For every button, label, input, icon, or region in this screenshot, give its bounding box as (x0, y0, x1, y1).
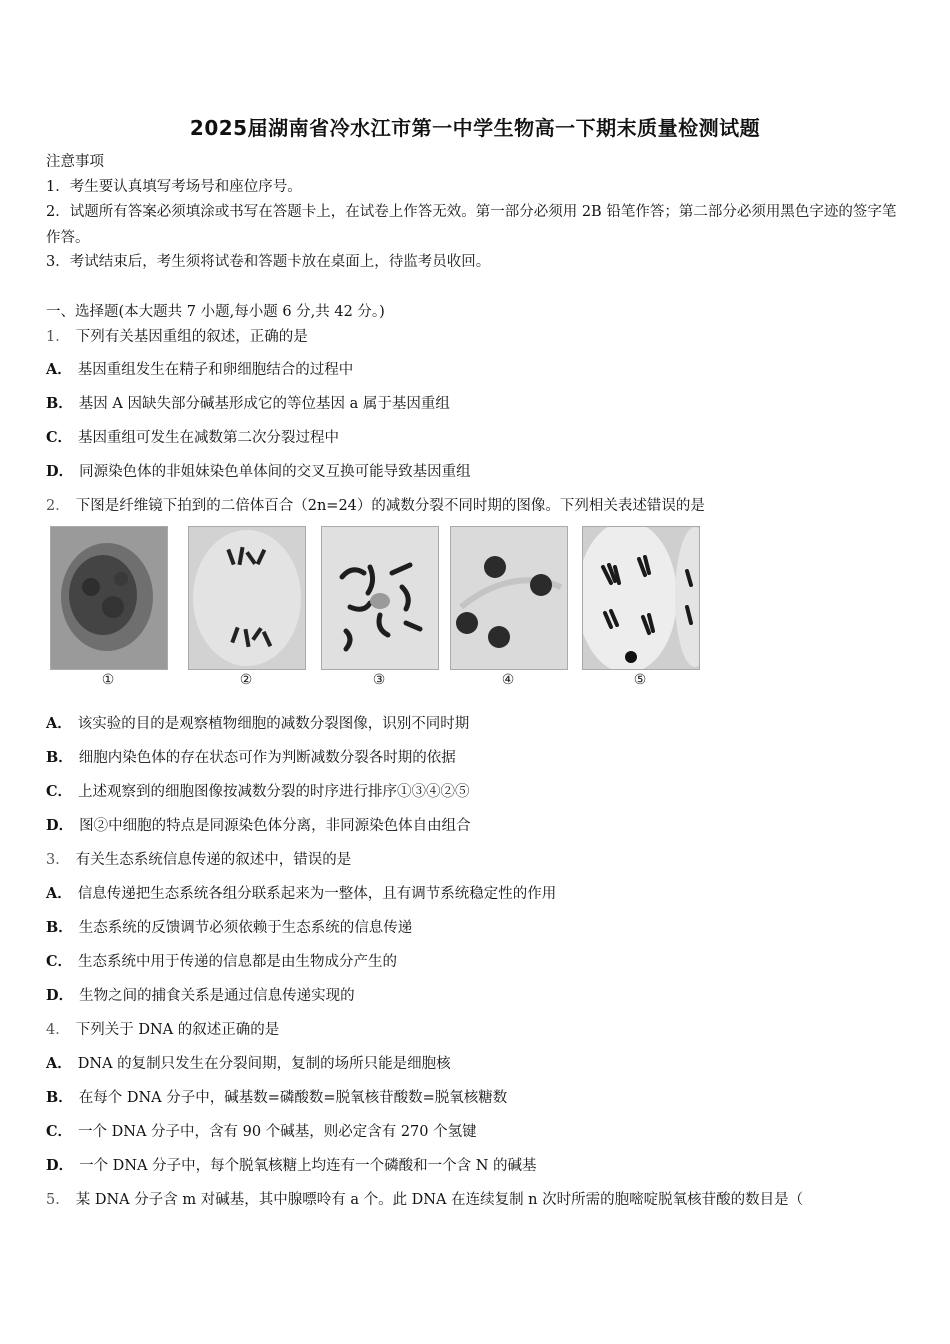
notice-heading: 注意事项 (46, 154, 104, 170)
micrograph-3 (321, 526, 439, 670)
q4-option-b: B． 在每个 DNA 分子中，碱基数=磷酸数=脱氧核苷酸数=脱氧核糖数 (46, 1089, 508, 1106)
micrograph-1 (50, 526, 168, 670)
question-text: 下图是纤维镜下拍到的二倍体百合（2n=24）的减数分裂不同时期的图像。下列相关表述错误的是 (75, 498, 705, 514)
question-5-stem (46, 1187, 908, 1213)
q2-option-b: B． 细胞内染色体的存在状态可作为判断减数分裂各时期的依据 (46, 749, 456, 766)
q3-option-b: B． 生态系统的反馈调节必须依赖于生态系统的信息传递 (46, 919, 413, 936)
question-4-stem (46, 1017, 908, 1043)
q3-option-a: A． 信息传递把生态系统各组分联系起来为一整体，且有调节系统稳定性的作用 (46, 885, 557, 902)
q1-option-c: C． 基因重组可发生在减数第二次分裂过程中 (46, 429, 340, 446)
figure-label-4: ④ (501, 672, 515, 688)
figure-label-1: ① (101, 672, 115, 688)
micrograph-2 (188, 526, 306, 670)
notice-item-3: 3．考试结束后，考生须将试卷和答题卡放在桌面上，待监考员收回。 (46, 254, 491, 270)
q2-option-d: D． 图②中细胞的特点是同源染色体分离，非同源染色体自由组合 (46, 817, 471, 834)
q2-option-a: A． 该实验的目的是观察植物细胞的减数分裂图像，识别不同时期 (46, 715, 470, 732)
question-number: 3． (46, 852, 70, 868)
notice-item-1: 1．考生要认真填写考场号和座位序号。 (46, 179, 302, 195)
figure-label-2: ② (239, 672, 253, 688)
question-number: 2． (46, 498, 70, 514)
question-3-stem (46, 847, 908, 873)
q3-option-d: D． 生物之间的捕食关系是通过信息传递实现的 (46, 987, 355, 1004)
q1-option-d: D． 同源染色体的非姐妹染色单体间的交叉互换可能导致基因重组 (46, 463, 471, 480)
page-title: 2025届湖南省冷水江市第一中学生物高一下期末质量检测试题 (189, 116, 761, 140)
notice-item-2: 2．试题所有答案必须填涂或书写在答题卡上，在试卷上作答无效。第一部分必须用 2B 铅笔作答；第二部分必须用黑色字迹的签字笔作答。 (46, 204, 897, 246)
question-number: 4． (46, 1022, 70, 1038)
q4-option-a: A． DNA 的复制只发生在分裂间期，复制的场所只能是细胞核 (46, 1055, 451, 1072)
figure-label-3: ③ (372, 672, 386, 688)
meiosis-figure-strip (50, 526, 700, 694)
micrograph-5 (582, 526, 700, 670)
question-text: 下列关于 DNA 的叙述正确的是 (75, 1022, 280, 1038)
question-number: 1． (46, 329, 70, 345)
section-heading: 一、选择题(本大题共 7 小题,每小题 6 分,共 42 分。) (46, 304, 385, 320)
question-text: 有关生态系统信息传递的叙述中，错误的是 (75, 852, 352, 868)
question-text: 某 DNA 分子含 m 对碱基，其中腺嘌呤有 a 个。此 DNA 在连续复制 n 次时所需的胞嘧啶脱氧核苷酸的数目是（ (75, 1192, 804, 1208)
q1-option-a: A． 基因重组发生在精子和卵细胞结合的过程中 (46, 361, 354, 378)
q4-option-c: C． 一个 DNA 分子中，含有 90 个碱基，则必定含有 270 个氢键 (46, 1123, 477, 1140)
q2-option-c: C． 上述观察到的细胞图像按减数分裂的时序进行排序①③④②⑤ (46, 783, 470, 800)
q1-option-b: B． 基因 A 因缺失部分碱基形成它的等位基因 a 属于基因重组 (46, 395, 450, 412)
q4-option-d: D． 一个 DNA 分子中，每个脱氧核糖上均连有一个磷酸和一个含 N 的碱基 (46, 1157, 537, 1174)
question-number: 5． (46, 1192, 70, 1208)
question-text: 下列有关基因重组的叙述，正确的是 (75, 329, 308, 345)
question-2-stem (46, 493, 908, 519)
q3-option-c: C． 生态系统中用于传递的信息都是由生物成分产生的 (46, 953, 398, 970)
micrograph-4 (450, 526, 568, 670)
question-1-stem (46, 324, 908, 350)
figure-label-5: ⑤ (633, 672, 647, 688)
